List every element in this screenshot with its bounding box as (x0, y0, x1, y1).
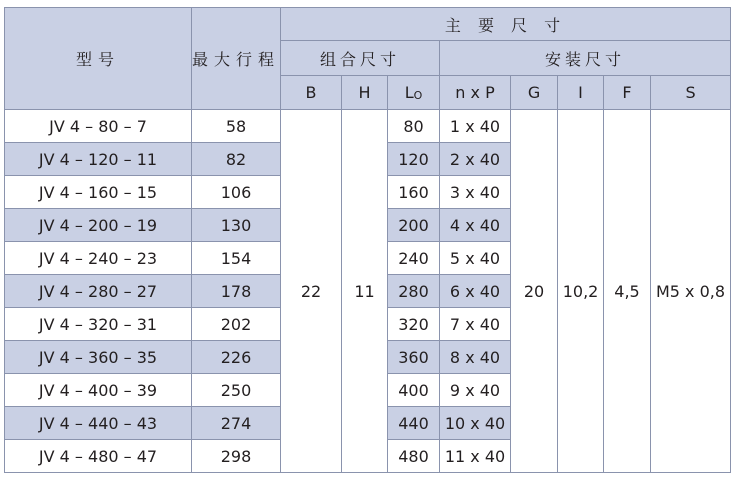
header-main-dimensions: 主 要 尺 寸 (281, 8, 731, 41)
table-body (5, 110, 731, 473)
dimension-table-wrapper (4, 7, 731, 473)
cell-l: 120 (388, 143, 440, 176)
cell-l: 320 (388, 308, 440, 341)
cell-stroke: 298 (192, 440, 281, 473)
cell-model: JV 4 – 320 – 31 (5, 308, 192, 341)
header-col-h: H (342, 76, 388, 110)
cell-l: 360 (388, 341, 440, 374)
cell-model: JV 4 – 120 – 11 (5, 143, 192, 176)
cell-nxp: 11 x 40 (440, 440, 511, 473)
cell-l: 280 (388, 275, 440, 308)
cell-l: 160 (388, 176, 440, 209)
cell-b-shared: 22 (281, 110, 342, 473)
cell-model: JV 4 – 80 – 7 (5, 110, 192, 143)
cell-l: 400 (388, 374, 440, 407)
header-model: 型号 (5, 8, 192, 110)
cell-nxp: 8 x 40 (440, 341, 511, 374)
header-col-s: S (651, 76, 731, 110)
dimension-table (4, 7, 731, 473)
cell-f-shared: 4,5 (604, 110, 651, 473)
cell-l: 440 (388, 407, 440, 440)
cell-nxp: 4 x 40 (440, 209, 511, 242)
cell-nxp: 5 x 40 (440, 242, 511, 275)
cell-nxp: 10 x 40 (440, 407, 511, 440)
cell-l: 480 (388, 440, 440, 473)
header-col-l-subscript: O (413, 89, 423, 102)
header-col-g: G (511, 76, 558, 110)
header-col-l (388, 76, 440, 110)
cell-model: JV 4 – 440 – 43 (5, 407, 192, 440)
cell-stroke: 250 (192, 374, 281, 407)
cell-l: 80 (388, 110, 440, 143)
header-max-stroke: 最大行程 (192, 8, 281, 110)
cell-nxp: 3 x 40 (440, 176, 511, 209)
header-col-f: F (604, 76, 651, 110)
cell-stroke: 202 (192, 308, 281, 341)
cell-l: 240 (388, 242, 440, 275)
cell-nxp: 6 x 40 (440, 275, 511, 308)
cell-i-shared: 10,2 (558, 110, 604, 473)
header-col-i: I (558, 76, 604, 110)
cell-l: 200 (388, 209, 440, 242)
cell-stroke: 106 (192, 176, 281, 209)
cell-stroke: 226 (192, 341, 281, 374)
table-row (5, 110, 731, 143)
cell-model: JV 4 – 400 – 39 (5, 374, 192, 407)
header-installation-dimensions: 安装尺寸 (440, 41, 731, 76)
cell-s-shared: M5 x 0,8 (651, 110, 731, 473)
cell-nxp: 9 x 40 (440, 374, 511, 407)
cell-model: JV 4 – 360 – 35 (5, 341, 192, 374)
cell-model: JV 4 – 280 – 27 (5, 275, 192, 308)
cell-g-shared: 20 (511, 110, 558, 473)
cell-nxp: 1 x 40 (440, 110, 511, 143)
cell-nxp: 7 x 40 (440, 308, 511, 341)
cell-stroke: 274 (192, 407, 281, 440)
cell-nxp: 2 x 40 (440, 143, 511, 176)
cell-stroke: 154 (192, 242, 281, 275)
cell-stroke: 178 (192, 275, 281, 308)
cell-stroke: 58 (192, 110, 281, 143)
cell-stroke: 82 (192, 143, 281, 176)
table-header (5, 8, 731, 110)
header-col-l-main: L (404, 83, 414, 102)
header-combination-dimensions: 组合尺寸 (281, 41, 440, 76)
cell-h-shared: 11 (342, 110, 388, 473)
cell-model: JV 4 – 160 – 15 (5, 176, 192, 209)
header-col-nxp: n x P (440, 76, 511, 110)
cell-model: JV 4 – 240 – 23 (5, 242, 192, 275)
header-col-b: B (281, 76, 342, 110)
cell-model: JV 4 – 200 – 19 (5, 209, 192, 242)
cell-model: JV 4 – 480 – 47 (5, 440, 192, 473)
cell-stroke: 130 (192, 209, 281, 242)
